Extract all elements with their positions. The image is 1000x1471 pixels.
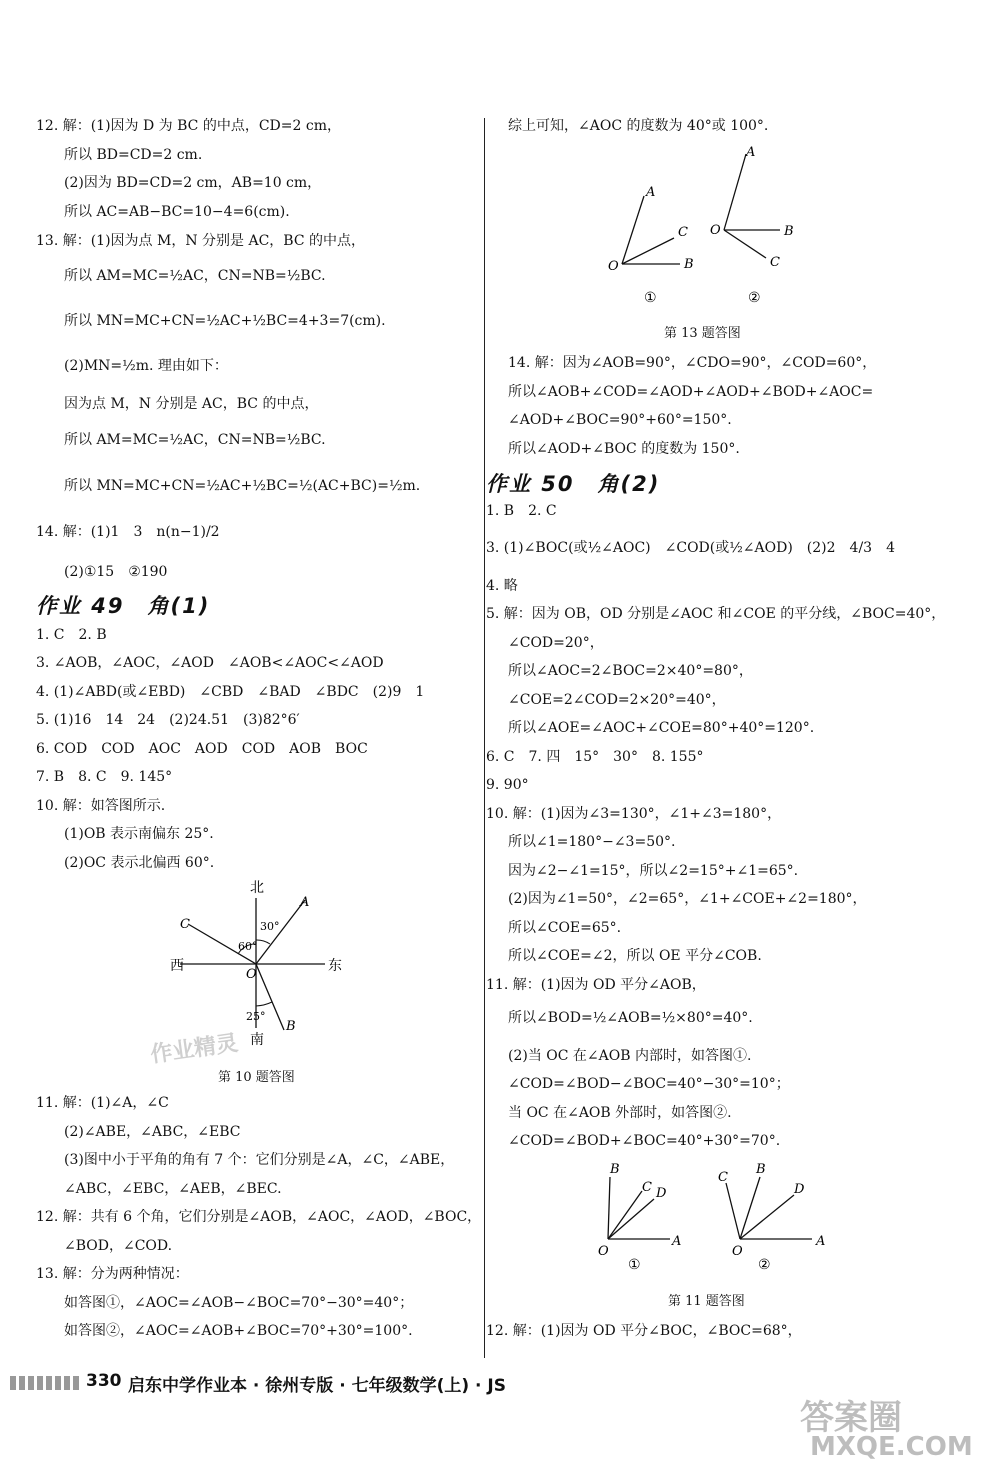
fig13-o1-label: O <box>608 259 619 274</box>
fig13-a2-label: A <box>746 145 756 160</box>
text-line: ∠COD=∠BOD−∠BOC=40°−30°=10°； <box>508 1076 790 1092</box>
text-line: 所以∠1=180°−∠3=50°. <box>508 834 676 850</box>
text-line: 10. 解：如答图所示. <box>36 798 166 814</box>
text-line: 所以∠AOB+∠COD=∠AOD+∠AOD+∠BOD+∠AOC= <box>508 384 874 400</box>
text-line: 7. B 8. C 9. 145° <box>36 769 173 785</box>
text-line: ∠COD=∠BOD+∠BOC=40°+30°=70°. <box>508 1133 781 1149</box>
text-line: 12. 解：(1)因为 D 为 BC 的中点，CD=2 cm， <box>36 118 341 134</box>
text-line: (2)∠ABE，∠ABC，∠EBC <box>64 1124 241 1140</box>
text-line: 因为∠2−∠1=15°，所以∠2=15°+∠1=65°. <box>508 863 799 879</box>
fig11-a2-label: A <box>816 1234 826 1249</box>
fig11-label-1: ① <box>628 1257 641 1273</box>
text-line: 14. 解：因为∠AOB=90°，∠CDO=90°，∠COD=60°， <box>508 355 877 371</box>
west-label: 西 <box>170 958 184 974</box>
fig13-a1-label: A <box>646 185 656 200</box>
text-line: ∠ABC，∠EBC，∠AEB，∠BEC. <box>64 1181 282 1197</box>
text-line: 所以∠AOD+∠BOC 的度数为 150°. <box>508 441 740 457</box>
fig11-d2-label: D <box>794 1182 805 1197</box>
point-o-label: O <box>246 967 257 982</box>
text-line: (2)因为 BD=CD=2 cm，AB=10 cm， <box>64 175 322 191</box>
fig11-c2-label: C <box>718 1170 728 1185</box>
text-line: 5. (1)16 14 24 (2)24.51 (3)82°6′ <box>36 712 300 728</box>
text-line: 所以 BD=CD=2 cm. <box>64 147 203 163</box>
text-line: 13. 解：(1)因为点 M，N 分别是 AC，BC 的中点， <box>36 233 366 249</box>
text-line: 如答图②，∠AOC=∠AOB+∠BOC=70°+30°=100°. <box>64 1323 413 1339</box>
figure-10-caption: 第 10 题答图 <box>218 1070 295 1085</box>
text-line: 所以∠AOE=∠AOC+∠COE=80°+40°=120°. <box>508 720 815 736</box>
text-line: 当 OC 在∠AOB 外部时，如答图②. <box>508 1105 732 1121</box>
text-line: 如答图①，∠AOC=∠AOB−∠BOC=70°−30°=40°； <box>64 1295 414 1311</box>
fig11-a1-label: A <box>672 1234 682 1249</box>
text-line: 综上可知，∠AOC 的度数为 40°或 100°. <box>508 118 769 134</box>
text-line: 所以∠BOD=½∠AOB=½×80°=40°. <box>508 1010 753 1026</box>
south-label: 南 <box>250 1032 264 1048</box>
point-b-label: B <box>286 1019 296 1034</box>
text-line: ∠AOD+∠BOC=90°+60°=150°. <box>508 412 732 428</box>
angle-60-label: 60° <box>238 940 258 953</box>
text-line: 5. 解：因为 OB，OD 分别是∠AOC 和∠COE 的平分线，∠BOC=40°， <box>486 606 946 622</box>
fig13-c2-label: C <box>770 255 780 270</box>
fig13-label-1: ① <box>644 290 657 306</box>
fig11-b2-label: B <box>756 1162 766 1177</box>
fig11-label-2: ② <box>758 1257 771 1273</box>
fig13-b2-label: B <box>784 224 794 239</box>
site-watermark: MXQE.COM <box>810 1432 973 1462</box>
text-line: 所以 MN=MC+CN=½AC+½BC=½(AC+BC)=½m. <box>64 478 421 494</box>
footer-decoration <box>10 1376 80 1390</box>
text-line: 1. C 2. B <box>36 627 107 643</box>
stamp-watermark: 作业精灵 <box>148 1030 240 1068</box>
figure-13-angles <box>600 140 820 320</box>
logo-watermark: 答案圈 <box>800 1398 902 1438</box>
figure-10-compass <box>160 878 360 1048</box>
text-line: 6. COD COD AOC AOD COD AOB BOC <box>36 741 368 757</box>
text-line: 3. (1)∠BOC(或½∠AOC) ∠COD(或½∠AOD) (2)2 4/3 4 <box>486 540 895 556</box>
figure-11-angles <box>590 1155 840 1285</box>
text-line: ∠COD=20°， <box>508 635 604 651</box>
text-line: (2)MN=½m. 理由如下： <box>64 358 228 374</box>
book-title: 启东中学作业本 · 徐州专版 · 七年级数学(上) · JS <box>128 1376 506 1396</box>
fig13-b1-label: B <box>684 257 694 272</box>
text-line: 所以 MN=MC+CN=½AC+½BC=4+3=7(cm). <box>64 313 386 329</box>
fig13-c1-label: C <box>678 225 688 240</box>
text-line: 所以 AM=MC=½AC，CN=NB=½BC. <box>64 268 326 284</box>
text-line: (2)因为∠1=50°，∠2=65°，∠1+∠COE+∠2=180°， <box>508 891 867 907</box>
column-divider <box>484 118 485 1358</box>
text-line: 所以 AC=AB−BC=10−4=6(cm). <box>64 204 290 220</box>
text-line: 11. 解：(1)因为 OD 平分∠AOB， <box>486 977 706 993</box>
figure-11-caption: 第 11 题答图 <box>668 1294 745 1309</box>
fig11-c1-label: C <box>642 1180 652 1195</box>
text-line: 所以 AM=MC=½AC，CN=NB=½BC. <box>64 432 326 448</box>
text-line: 11. 解：(1)∠A，∠C <box>36 1095 169 1111</box>
text-line: 所以∠COE=∠2，所以 OE 平分∠COB. <box>508 948 762 964</box>
text-line: ∠COE=2∠COD=2×20°=40°， <box>508 692 726 708</box>
text-line: 1. B 2. C <box>486 503 557 519</box>
text-line: 4. (1)∠ABD(或∠EBD) ∠CBD ∠BAD ∠BDC (2)9 1 <box>36 684 425 700</box>
angle-30-label: 30° <box>260 920 280 933</box>
text-line: (2)当 OC 在∠AOB 内部时，如答图①. <box>508 1048 752 1064</box>
fig13-o2-label: O <box>710 223 721 238</box>
text-line: 因为点 M，N 分别是 AC，BC 的中点， <box>64 396 319 412</box>
text-line: (2)①15 ②190 <box>64 564 168 580</box>
text-line: 所以∠AOC=2∠BOC=2×40°=80°， <box>508 663 753 679</box>
fig11-o1-label: O <box>598 1244 609 1259</box>
text-line: 14. 解：(1)1 3 n(n−1)/2 <box>36 524 220 540</box>
text-line: 9. 90° <box>486 777 529 793</box>
section-title-50: 作业 50 角(2) <box>486 472 661 496</box>
text-line: 4. 略 <box>486 578 518 594</box>
fig13-label-2: ② <box>748 290 761 306</box>
text-line: 12. 解：(1)因为 OD 平分∠BOC，∠BOC=68°， <box>486 1323 802 1339</box>
text-line: 12. 解：共有 6 个角，它们分别是∠AOB，∠AOC，∠AOD，∠BOC， <box>36 1209 482 1225</box>
text-line: (3)图中小于平角的角有 7 个：它们分别是∠A，∠C，∠ABE， <box>64 1152 455 1168</box>
text-line: (2)OC 表示北偏西 60°. <box>64 855 215 871</box>
angle-25-label: 25° <box>246 1010 266 1023</box>
text-line: 所以∠COE=65°. <box>508 920 622 936</box>
fig11-d1-label: D <box>656 1186 667 1201</box>
text-line: ∠BOD，∠COD. <box>64 1238 173 1254</box>
text-line: 10. 解：(1)因为∠3=130°，∠1+∠3=180°， <box>486 806 782 822</box>
text-line: (1)OB 表示南偏东 25°. <box>64 826 214 842</box>
point-c-label: C <box>180 917 190 932</box>
text-line: 13. 解：分为两种情况： <box>36 1266 189 1282</box>
east-label: 东 <box>328 958 342 974</box>
text-line: 3. ∠AOB，∠AOC，∠AOD ∠AOB<∠AOC<∠AOD <box>36 655 384 671</box>
section-title-49: 作业 49 角(1) <box>36 594 211 618</box>
point-a-label: A <box>300 895 310 910</box>
fig11-b1-label: B <box>610 1162 620 1177</box>
fig11-o2-label: O <box>732 1244 743 1259</box>
page-number: 330 <box>86 1371 122 1391</box>
text-line: 6. C 7. 四 15° 30° 8. 155° <box>486 749 704 765</box>
figure-13-caption: 第 13 题答图 <box>664 326 741 341</box>
north-label: 北 <box>250 880 264 896</box>
